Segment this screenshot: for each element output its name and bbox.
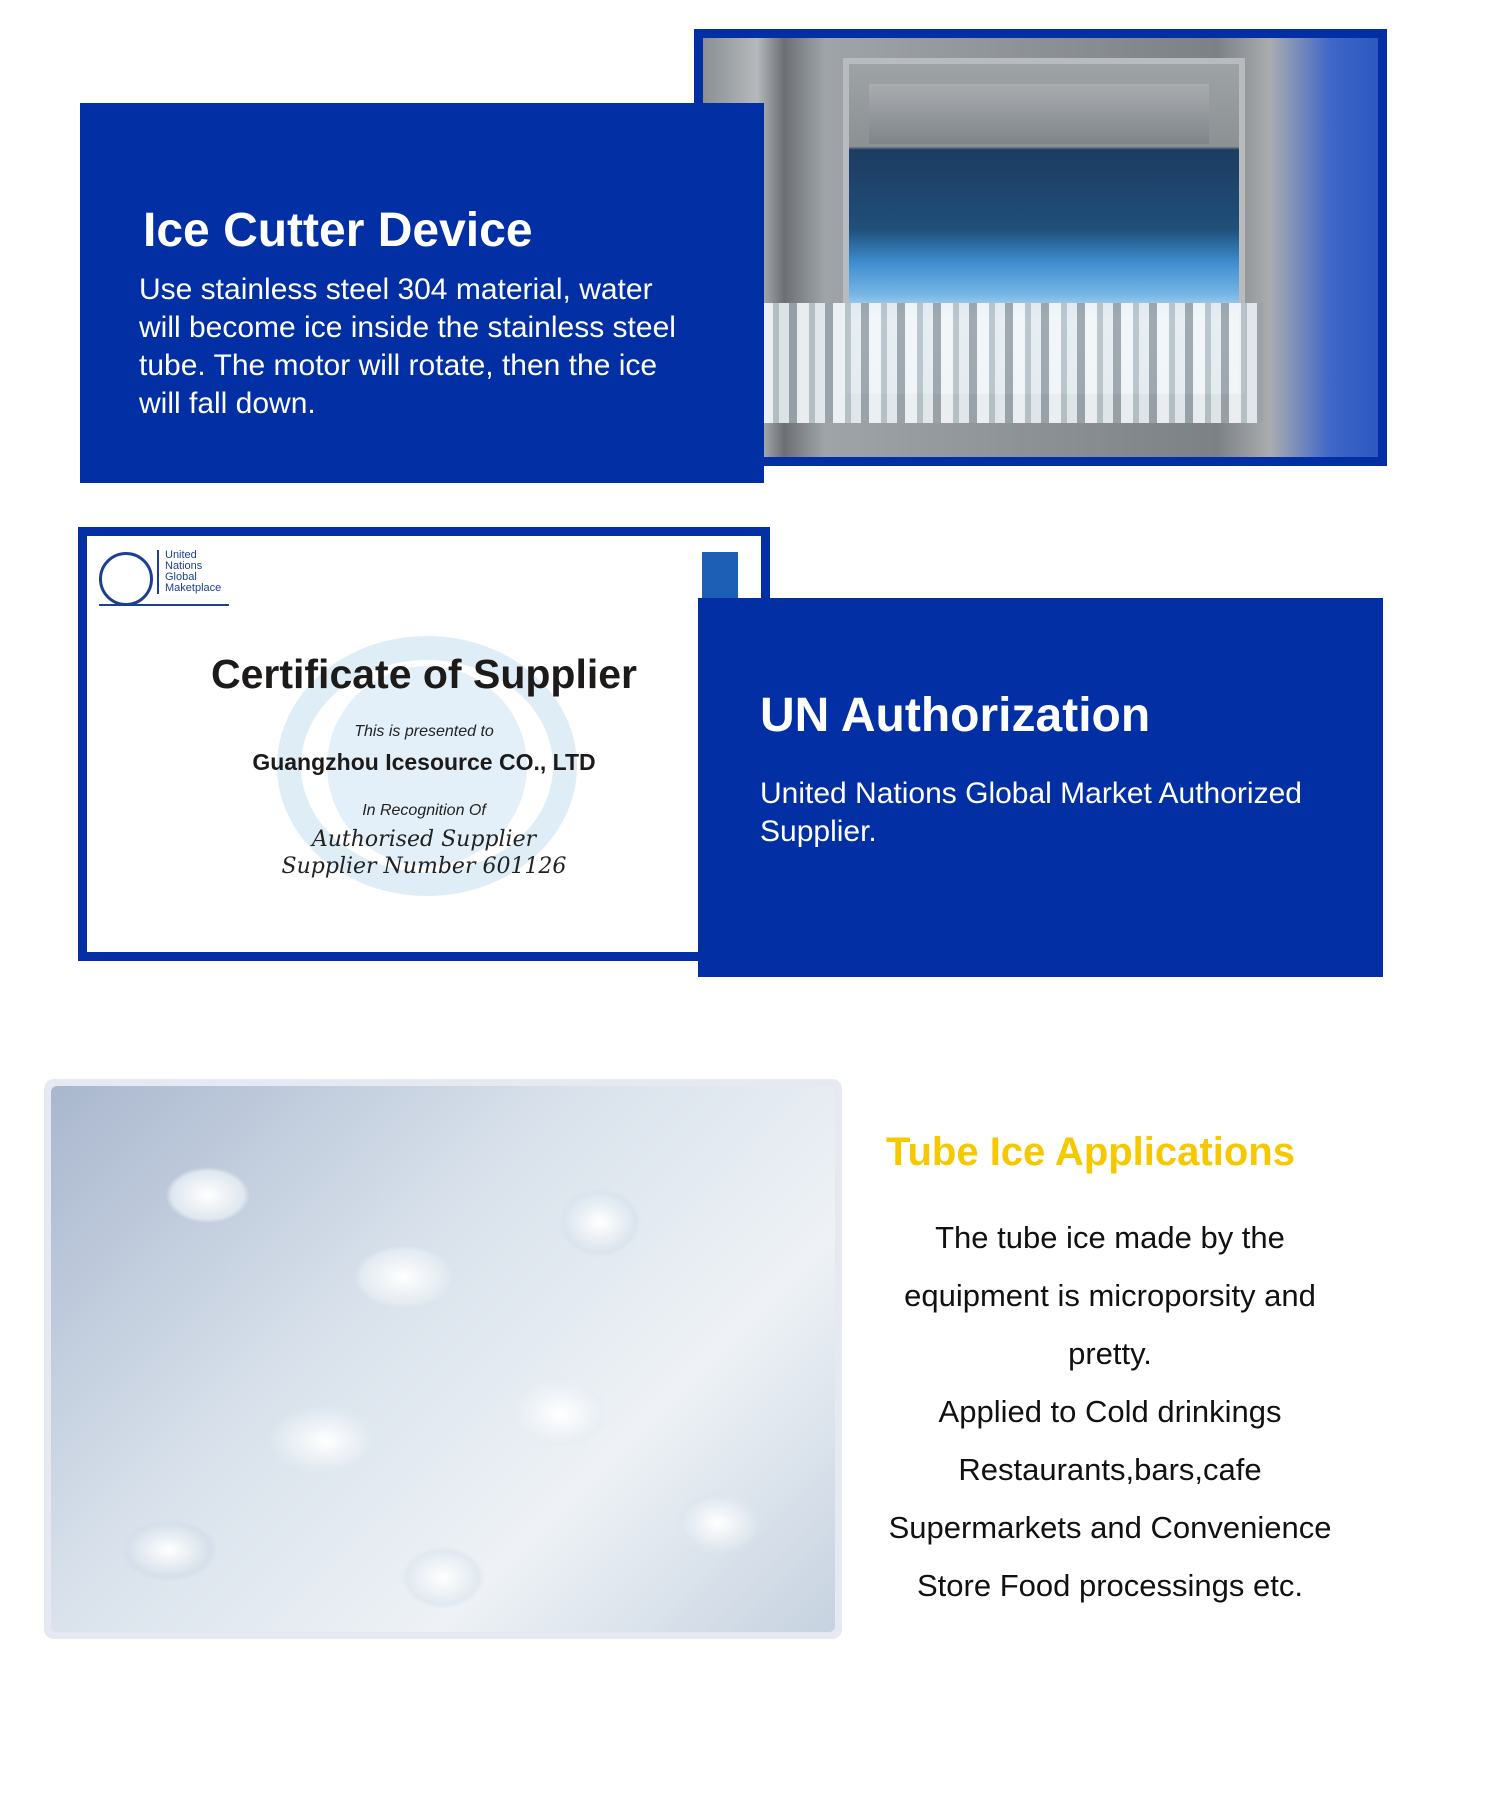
logo-line: Global <box>165 571 197 583</box>
un-authorization-card <box>698 598 1383 977</box>
certificate-title: Certificate of Supplier <box>210 651 637 697</box>
certificate-presented: This is presented to <box>354 723 494 740</box>
applications-line: The tube ice made by the <box>935 1220 1285 1255</box>
falling-ice-image-part <box>743 303 1263 423</box>
applications-body <box>860 1209 1360 1615</box>
certificate-frame <box>78 527 770 961</box>
ice-cutter-title: Ice Cutter Device <box>143 204 533 257</box>
un-authorization-title: UN Authorization <box>760 689 1151 742</box>
un-authorization-description: United Nations Global Market Authorized Supplier. <box>760 777 1302 848</box>
ice-cutter-photo-frame <box>694 29 1387 466</box>
applications-line: Store Food processings etc. <box>917 1568 1303 1603</box>
applications-title: Tube Ice Applications <box>886 1130 1295 1174</box>
logo-line: Nations <box>165 560 203 572</box>
cutter-plate-image-part <box>869 84 1209 144</box>
ice-cutter-description: Use stainless steel 304 material, water will become ice inside the stainless steel tube. The motor will rotate, then the ice will fall down. <box>139 273 676 420</box>
applications-line: Applied to Cold drinkings <box>938 1394 1282 1429</box>
applications-line: equipment is microporsity and <box>904 1278 1316 1313</box>
tube-ice-photo <box>51 1086 835 1632</box>
un-logo-text <box>157 550 221 594</box>
certificate-number: Supplier Number 601126 <box>281 854 567 879</box>
un-emblem-icon <box>99 552 153 606</box>
tube-ice-photo-frame <box>44 1079 842 1639</box>
applications-line: pretty. <box>1068 1336 1152 1371</box>
un-badge-icon <box>702 552 738 602</box>
logo-line: United <box>165 549 197 561</box>
logo-line: Maketplace <box>165 582 222 594</box>
applications-line: Supermarkets and Convenience <box>888 1510 1332 1545</box>
logo-underline <box>99 604 229 606</box>
certificate-company: Guangzhou Icesource CO., LTD <box>252 749 596 775</box>
certificate-recognition: In Recognition Of <box>362 802 486 819</box>
certificate-image <box>87 536 761 952</box>
applications-line: Restaurants,bars,cafe <box>958 1452 1262 1487</box>
certificate-role: Authorised Supplier <box>311 827 537 852</box>
ice-cutter-card <box>80 103 764 483</box>
ice-cutter-photo <box>703 38 1378 457</box>
